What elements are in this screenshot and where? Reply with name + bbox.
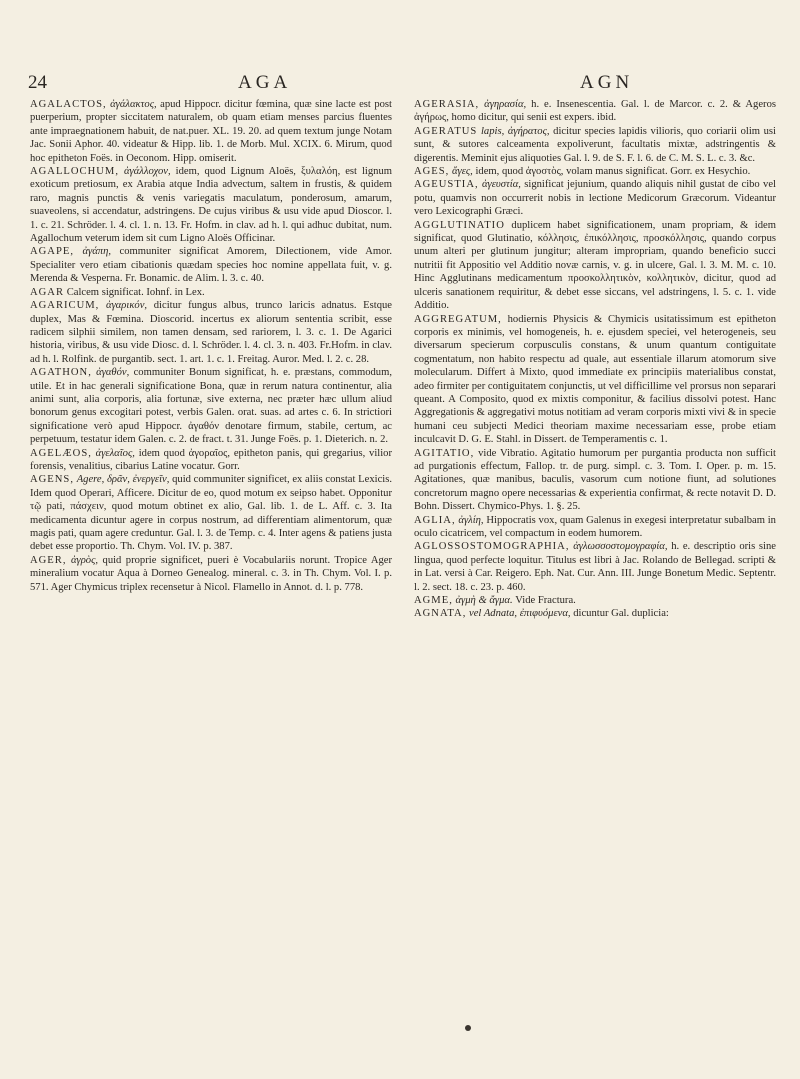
dictionary-entry xyxy=(414,514,776,541)
entry-definition: quid proprie significet, pueri è Vocabulariis norunt. Tropice Ager mineralium vocatur Aqua à Dorneo Genealog. mineral. c. 3. in Th. Chym. Vol. I. p. 571. Ager Chymicus triplex recensetur à Nicol. Flamello in Annot. d. l. p. 778. xyxy=(30,554,392,593)
entry-greek-term: ἀγαθόν, xyxy=(96,367,130,379)
entry-greek-term: vel Adnata, ἐπιφυόμενα, xyxy=(469,608,571,620)
entry-definition: vide Vibratio. Agitatio humorum per purgantia producta non sufficit ad purgationis effectum, Fallop. tr. de purg. simpl. c. 3. Tom. I. Oper. p. m. 15. Agitationes, quæ manibus, baculis, vasorum cum notione fiunt, ad solutiones concretorum magno opere necessarias & experientia confirmat, & recte notavit D. D. Bohn. Dissert. Chymico-Phys. 1. §. 25. xyxy=(414,447,776,513)
entry-headword: AGALACTOS, xyxy=(30,99,107,110)
entry-definition: quid communiter significet, ex aliis constat Lexicis. Idem quod Operari, Afficere. Dicitur de eo, quod motum ex seipso habet. Opponitur τῷ pati, πάσχειν, quod motum obtinet ex alio, Gal. lib. 1. de L. Aff. c. 3. Ita medicamenta dicuntur agere in corpus nostrum, ad differentiam alimentorum, quæ magis pati, quam agere creduntur. Gal. l. 3. de Temp. c. 4. Inter agens & patiens justa debet esse proportio. Th. Chym. Vol. IV. p. 387. xyxy=(30,474,392,553)
entry-headword: AGERASIA, xyxy=(414,99,480,110)
dictionary-entry xyxy=(414,165,776,178)
dictionary-entry xyxy=(414,594,776,607)
entry-headword: AGME, xyxy=(414,595,453,607)
entry-headword: AGATHON, xyxy=(30,367,92,379)
entry-definition: Hippocratis vox, quam Galenus in exegesi interpretatur subalbam in oculo cicatricem, vel compactum in eodem humorem. xyxy=(414,514,776,539)
entry-greek-term: ἀγλωσσοστομογραφία, xyxy=(573,541,668,553)
dictionary-entry xyxy=(30,245,392,285)
entry-definition: idem, quod ἀγοστὸς, volam manus significat. Gorr. ex Hesychio. xyxy=(475,166,751,178)
entry-greek-term: ἀγάπη, xyxy=(82,246,112,258)
entry-definition: communiter significat Amorem, Dilectionem, vide Amor. Specialiter vero etiam cibationis quædam species hoc nomine appellata fuit, v. g. Merenda & Vesperna. Fr. Bonamic. de Alim. l. 3. c. 40. xyxy=(30,246,392,285)
entry-greek-term: Agere, δρᾶν, ἐνεργεῖν, xyxy=(76,474,170,486)
entry-headword: AGALLOCHUM, xyxy=(30,166,119,178)
running-header xyxy=(28,72,772,94)
entry-headword: AGITATIO, xyxy=(414,447,475,459)
entry-definition: duplicem habet significationem, unam propriam, & idem significat, quod Glutinatio, κόλλησις, ἐπικόλλησις, προσκόλλησις, quando corpus unum alteri per glutinum jungitur; alteram impropriam, quando beneficio succi nutritii fit Appositio vel Additio novæ carnis, v. g. in ulcere, Gal. l. 3. M. M. c. 10. Hinc Agglutinans medicamentum προσκολλητικὸν, κολλητικὸν, dicitur, quod ad ulceris sanationem requiritur, & debet esse siccans, vel adstringens, l. 5. c. 1. vide Additio. xyxy=(414,219,776,312)
page-number: 24 xyxy=(28,72,47,93)
entry-greek-term: ἀγάλακτος, xyxy=(110,99,157,110)
entry-headword: AGER, xyxy=(30,554,67,566)
dictionary-entry xyxy=(30,366,392,446)
entry-definition: h. e. Insenescentia. Gal. l. de Marcor. c. 2. & Ageros ἀγήρως, homo dicitur, qui senii est expers. ibid. xyxy=(414,99,776,124)
dictionary-entry xyxy=(30,554,392,594)
right-running-headword: AGN xyxy=(580,72,634,93)
ink-dot-mark xyxy=(465,1025,471,1031)
dictionary-entry xyxy=(414,540,776,594)
entry-definition: dicitur species lapidis vilioris, quo coriarii olim usi sunt, & sutores calceamenta expoliverunt, facultatis mixtæ, adstringentis & digerentis. Meminit ejus aliquoties Gal. l. 9. de S. F. l. 6. de C. M. S. L. c. 3. &c. xyxy=(414,125,776,164)
entry-definition: dicuntur Gal. duplicia: xyxy=(573,608,669,620)
dictionary-entry xyxy=(30,299,392,366)
dictionary-entry xyxy=(414,125,776,165)
dictionary-entry xyxy=(414,447,776,514)
entry-headword: AGAPE, xyxy=(30,246,74,258)
entry-headword: AGES, xyxy=(414,166,450,178)
entry-greek-term: ἀγμὴ & ἄγμα. xyxy=(455,595,513,607)
entry-definition: h. e. descriptio oris sine lingua, quod perfecte loquitur. Titulus est libri à Jac. Rolando de Bellegad. scripti & in Lat. versi à Car. Reigero. Eph. Nat. Cur. Ann. III. Junge Bonetum Medic. Septentr. l. 2. sect. 18. c. 23. p. 460. xyxy=(414,541,776,593)
entry-headword: AGARICUM, xyxy=(30,300,100,312)
dictionary-entry xyxy=(30,447,392,474)
entry-definition: significat jejunium, quando aliquis nihil gustat de cibo vel potu, quamvis non occurrerit nobis in lectione Medicorum Græcorum. Videantur vero Lexicographi Græci. xyxy=(414,179,776,218)
entry-definition: idem quod ἀγοραῖος, epitheton panis, qui gregarius, vilior forensis, venalitius, cibarius Latine vocatur. Gorr. xyxy=(30,447,392,472)
dictionary-entry xyxy=(414,178,776,218)
right-column xyxy=(414,98,776,1068)
left-column xyxy=(30,98,392,1068)
entry-greek-term: ἀγευστία, xyxy=(481,179,521,191)
entry-greek-term: ἀγελαῖος, xyxy=(95,447,135,459)
entry-headword: AGLIA, xyxy=(414,514,456,526)
entry-headword: AGGLUTINATIO xyxy=(414,219,505,231)
entry-greek-term: ἀγρὸς, xyxy=(70,554,99,566)
left-running-headword: AGA xyxy=(238,72,292,93)
entry-headword: AGERATUS xyxy=(414,125,478,137)
dictionary-entry xyxy=(30,98,392,165)
entry-definition: dicitur fungus albus, trunco laricis adnatus. Estque duplex, Mas & Fœmina. Dioscorid. incertus ex aliorum sententia scribit, esse radicem silphii similem, non tamen densam, sed rariorem, l. 3. c. 1. De Agarici historia, viribus, & usu vide Diosc. d. l. Schröder. l. 4. cl. 3. n. 403. Fr.Hofm. in clav. ad h. l. Rolfink. de purgantib. sect. 1. art. 1. c. 1. Freitag. Auror. Med. l. 2. c. 28. xyxy=(30,300,392,365)
entry-headword: AGELÆOS, xyxy=(30,447,92,459)
dictionary-entry xyxy=(414,98,776,125)
entry-definition: hodiernis Physicis & Chymicis usitatissimum est epitheton corporis ex minimis, vel homogeneis, h. e. ejusdem speciei, vel heterogeneis, seu diversarum specierum corpusculis constans, & unum quantum contiguitate cogmentatum, non habito respectu ad quale, aut essentiale illarum atomorum sive molecularum. Differt à Mixto, quod immediate ex principiis materialibus constat, adeo firmiter per contiguitatem conjunctis, ut vel difficillime vel prorsus non separari queant. A Composito, quod ex mixtis componitur, & facilius dissolvi potest. Hanc Aggregationis & aggregativi motus notitiam ad veram corporis mixti vivi & in specie humani ceu subjecti Medici theoriam maxime necessariam esse, probe etiam inculcavit D. G. E. Stahl. in Dissert. de Temperamentis c. 1. xyxy=(414,313,776,446)
dictionary-entry xyxy=(30,286,392,299)
entry-headword: AGGREGATUM, xyxy=(414,313,502,325)
dictionary-entry xyxy=(30,473,392,553)
entry-headword: AGENS, xyxy=(30,474,74,486)
entry-greek-term: ἀγλίη, xyxy=(458,514,484,526)
entry-headword: AGEUSTIA, xyxy=(414,179,479,191)
entry-definition: Vide Fractura. xyxy=(515,595,576,607)
dictionary-entry xyxy=(414,313,776,447)
entry-definition: Calcem significat. Iohnf. in Lex. xyxy=(66,286,205,298)
entry-greek-term: ἄγες, xyxy=(451,166,473,178)
entry-headword: AGLOSSOSTOMOGRAPHIA, xyxy=(414,541,570,553)
entry-definition: apud Hippocr. dicitur fœmina, quæ sine lacte est post puerperium, propter siccitatem naturalem, ob quam etiam menses parcius fluentes ante impraegnationem habuit, de nat.puer. XL. 19. 20. ad quem textum junge Notam Jac. Sonii Aphor. 40. videatur & Hipp. lib. 1. de Morb. Mul. XCIX. 6. Mirum, quod hoc epitheton Foës. in Oeconom. Hipp. omiserit. xyxy=(30,99,392,164)
dictionary-entry xyxy=(414,219,776,313)
entry-headword: AGNATA, xyxy=(414,608,467,620)
entry-greek-term: lapis, ἀγήρατος, xyxy=(480,125,550,137)
dictionary-entry xyxy=(30,165,392,245)
entry-headword: AGAR xyxy=(30,286,65,298)
entry-greek-term: ἀγάλλοχον, xyxy=(123,166,171,178)
dictionary-entry xyxy=(414,607,776,620)
entry-greek-term: ἀγαρικόν, xyxy=(106,300,148,312)
entry-definition: idem, quod Lignum Aloës, ξυλαλόη, est lignum exoticum pretiosum, ex Arabia atque India advectum, saltem in frustis, & quidem raro, magnis punctis & venis variegatis maculatum, ponderosum, amarum, suaveolens, si accendatur, adstringens. De cujus viribus & usu vide apud Dioscor. l. 1. c. 21. Schröder. l. 4. cl. 1. n. 13. Fr. Hofm. in clav. ad h. l. qui adhuc dubitat, num. Agallochum veterum idem sit cum Ligno Aloës Officinar. xyxy=(30,166,392,245)
entry-definition: communiter Bonum significat, h. e. præstans, commodum, utile. Et in hac generali significatione Bona, quæ in rerum natura continentur, alia animi sunt, alia corporis, alia fortunæ, sive externa, nec præter hæc ullum aliud bonorum genus excogitari potest, verbis Galen. orat. suas. ad artes c. 6. In strictiori significatione verò apud Hippocr. ἀγαθόν denotare firmum, stabile, certum, ac perpetuum, testatur idem Galen. c. 2. de fract. t. 31. Junge Foës. p. 1. Dieterich. n. 2. xyxy=(30,367,392,446)
entry-greek-term: ἀγηρασία, xyxy=(484,99,527,110)
